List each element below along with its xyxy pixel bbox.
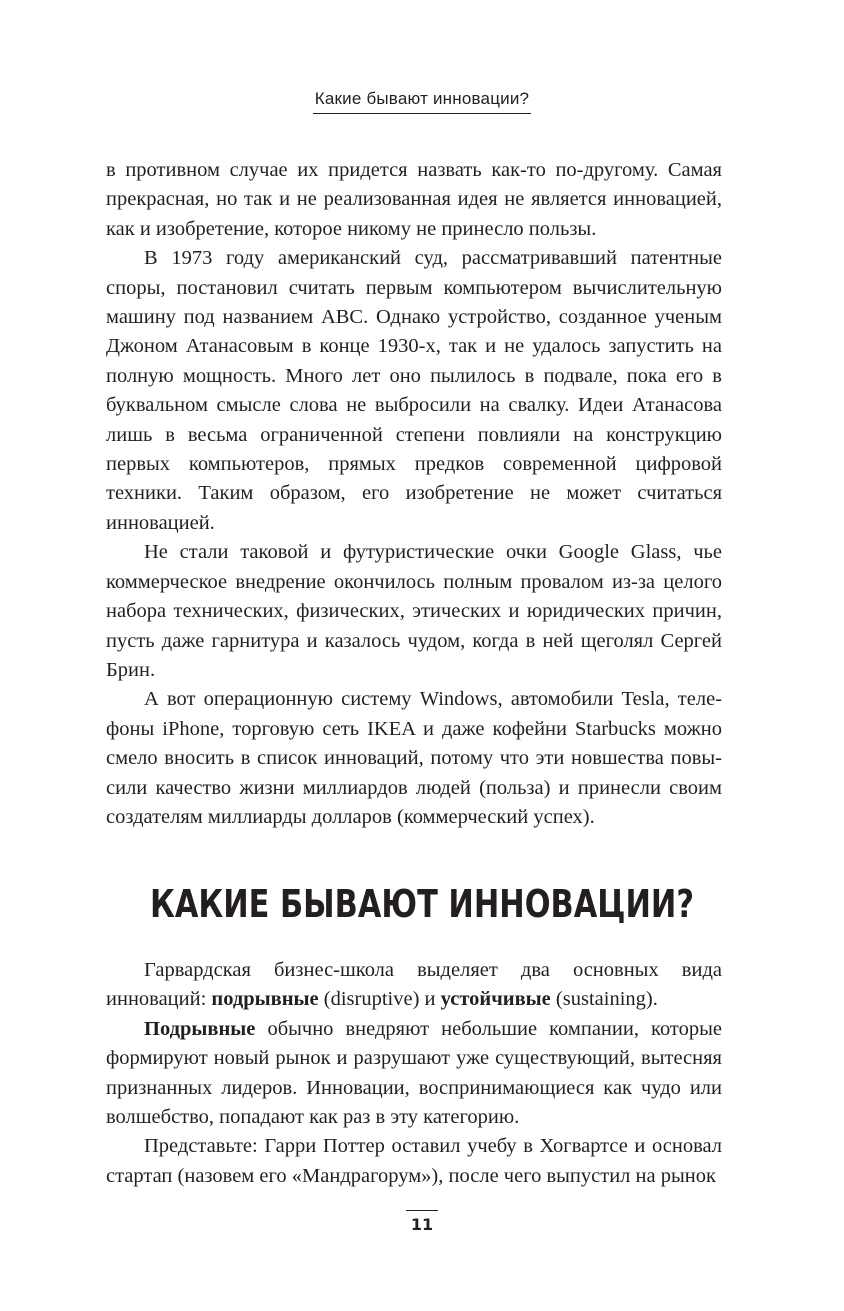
paragraph	[106, 956, 722, 1015]
body-text-bottom	[106, 956, 722, 1191]
paragraph-text: Гарвардская бизнес-школа выделяет два основных вида инноваций:	[106, 959, 722, 1011]
running-header	[0, 89, 844, 114]
term-disruptive-bold: Подрывные	[144, 1017, 256, 1040]
section-heading: КАКИЕ БЫВАЮТ ИННОВАЦИИ?	[150, 882, 694, 926]
term-sustaining: устойчивые	[440, 988, 551, 1011]
page-footer	[0, 1210, 844, 1235]
paragraph: Представьте: Гарри Поттер оставил учебу в Хогвартсе и основал стартап (назовем его «Мандрагорум»), после чего выпустил на рынок	[106, 1135, 722, 1187]
term-sustaining-en: (sustaining).	[555, 988, 658, 1011]
body-text-top	[106, 156, 722, 832]
paragraph: в противном случае их придется назвать как-то по-другому. Самая прекрасная, но так и не реализованная идея не является инновацией, как и изобретение, которое никому не принесло пользы.	[106, 159, 722, 240]
page-number: 11	[406, 1210, 438, 1234]
running-title: Какие бывают инновации?	[313, 89, 531, 114]
term-disruptive: подрывные	[211, 988, 319, 1011]
term-disruptive-en: (disruptive) и	[323, 988, 436, 1011]
paragraph: В 1973 году американский суд, рассматривавший патентные споры, постановил считать первым компьютером вычислительную машину под названием ABC. Однако устройство, созданное ученым Джоном Атанасовым в конце 1930-х, так и не удалось запустить на полную мощность. Много лет оно пылилось в подвале, пока его в буквальном смысле слова не выбросили на свалку. Идеи Атанасова лишь в весьма ограниченной степени повлияли на конструкцию первых компьютеров, прямых предков современной цифровой техники. Таким образом, его изобретение не может считаться инновацией.	[106, 247, 722, 534]
paragraph: А вот операционную систему Windows, автомобили Tesla, телефоны iPhone, торговую сеть IKEA и даже кофейни Starbucks можно смело вносить в список инноваций, потому что эти новшества повысили качество жизни миллиардов людей (польза) и принесли своим создателям миллиарды долларов (коммерческий успех).	[106, 688, 722, 828]
paragraph-text: обычно внедряют небольшие компании, которые формируют новый рынок и разрушают уже существующий, вытесняя признанных лидеров. Инновации, воспринимающиеся как чудо или волшебство, попадают как раз в эту категорию.	[106, 1017, 722, 1129]
paragraph: Не стали таковой и футуристические очки Google Glass, чье коммерческое внедрение окончилось полным провалом из-за целого набора технических, физических, этических и юридических причин, пусть даже гарнитура и казалось чудом, когда в ней щеголял Сергей Брин.	[106, 541, 722, 681]
paragraph	[106, 1015, 722, 1133]
